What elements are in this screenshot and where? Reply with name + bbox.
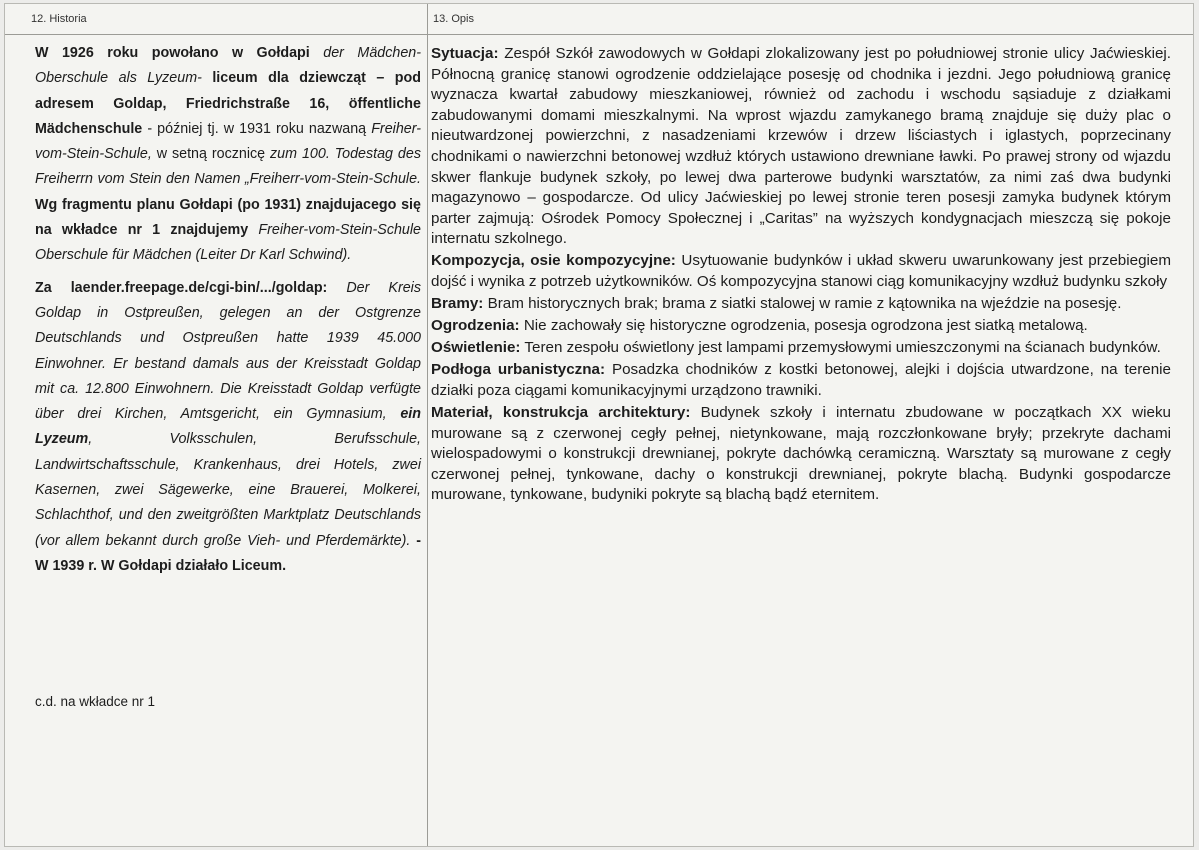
- continuation-note: c.d. na wkładce nr 1: [35, 694, 156, 709]
- text-run: - później tj. w 1931 roku nazwaną: [142, 120, 372, 137]
- text-run: Freiher-vom-Stein-Schule,: [35, 120, 421, 163]
- text-run: Teren zespołu oświetlony jest lampami przemysłowymi umieszczonymi na ścianach budynków.: [520, 339, 1161, 357]
- history-paragraph: [35, 41, 421, 269]
- description-paragraph: [431, 44, 1171, 250]
- description-paragraph: [431, 294, 1171, 315]
- history-paragraph: [35, 276, 421, 580]
- left-column-header: 12. Historia: [31, 13, 87, 25]
- text-run: - W 1939 r. W Gołdapi działało Liceum.: [35, 532, 422, 574]
- text-run: Der Kreis Goldap in Ostpreußen, gelegen an der Ostgrenze Deutschlands und Ostpreußen hatte 1939 45.000 Einwohner. Er bestand damals aus der Kreisstadt Goldap mit ca. 12.800 Einwohnern. Die Kreisstadt Goldap verfügte über drei Kirchen, Amtsgericht, ein Gymnasium,: [35, 279, 421, 423]
- text-run: Bramy:: [431, 295, 484, 313]
- column-divider: [427, 4, 428, 846]
- text-run: , Volksschulen, Berufsschule, Landwirtschaftsschule, Krankenhaus, drei Hotels, zwei Kasernen, zwei Sägewerke, eine Brauerei, Molkerei, Schlachthof, und den zweitgrößten Marktplatz Deutschlands (vor allem bekannt durch große Vieh- und Pferdemärkte).: [35, 431, 421, 549]
- text-run: Nie zachowały się historyczne ogrodzenia, posesja ogrodzona jest siatką metalową.: [519, 317, 1088, 335]
- text-run: W 1926 roku powołano w Gołdapi: [35, 45, 324, 61]
- text-run: der Mädchen-Oberschule als Lyzeum-: [35, 45, 421, 87]
- text-run: Za laender.freepage.de/cgi-bin/.../goldap:: [35, 279, 328, 296]
- text-run: Usytuowanie budynków i układ skweru uwarunkowany jest przebiegiem dojść i wynika z potrzeb użytkowników. Oś kompozycyjna stanowi ciąg komunikacyjny wzdłuż budynku szkoły: [431, 252, 1171, 291]
- header-divider: [5, 34, 1193, 35]
- description-paragraph: [431, 316, 1171, 337]
- text-run: Zespół Szkół zawodowych w Gołdapi zlokalizowany jest po południowej stronie ulicy Jaćwieskiej. Północną granicę stanowi ogrodzenie oddzielające posesję od chodnika i jezdni. Jego południową granicę wyznacza kwartał zabudowy mieszkaniowej, również od zachodu i wschodu sąsiaduje z działkami zabudowanymi domami mieszkalnymi. Na wprost wjazdu zamykanego bramą znajduje się duży plac o nieutwardzonej powierzchni, z nasadzeniami krzewów i drzew liściastych i iglastych, poprzecinany chodnikami o nawierzchni betonowej wzdłuż których ustawiono drewniane ławki. Po prawej strony od wjazdu skwer flankuje budynek szkoły, po lewej dwa parterowe budynki warsztatów, za nimi zaś dwa budynki magazynowo – gospodarcze. Od ulicy Jaćwieskiej po lewej stronie teren posesji zamyka budynek którym parter zajmują: Ośrodek Pomocy Społecznej i „Caritas” na wyższych kondygnacjach mieszczą się pokoje internatu szkolnego.: [431, 45, 1171, 248]
- text-run: Kompozycja, osie kompozycyjne:: [431, 252, 676, 270]
- text-run: w setną rocznicę: [151, 146, 271, 163]
- text-run: liceum dla dziewcząt – pod adresem Goldap, Friedrichstraße 16, öffentliche Mädchenschule: [35, 70, 421, 137]
- history-section: [35, 41, 421, 586]
- text-run: Podłoga urbanistyczna:: [431, 361, 606, 379]
- text-run: Bram historycznych brak; brama z siatki stalowej w ramie z kątownika na wjeździe na posesję.: [483, 295, 1122, 313]
- text-run: Oświetlenie:: [431, 339, 521, 357]
- text-run: Freiher-vom-Stein-Schule Oberschule für Mädchen (Leiter Dr Karl Schwind).: [35, 222, 421, 264]
- text-run: Budynek szkoły i internatu zbudowane w początkach XX wieku murowane są z czerwonej cegły pełnej, nietynkowane, mają rozczłonkowane bryły; przekryte dachami wielospadowymi o konstrukcji drewnianej, pokryte dachówką ceramiczną. Warsztaty są murowane z cegły czerwonej pełnej, tynkowane, dachy o konstrukcji drewnianej, pokryte blachą. Budynki gospodarcze murowane, tynkowane, budyniki pokryte są blachą bądź eternitem.: [431, 404, 1171, 504]
- description-section: [431, 44, 1171, 508]
- text-run: Materiał, konstrukcja architektury:: [431, 404, 691, 422]
- description-paragraph: [431, 360, 1171, 401]
- text-run: Ogrodzenia:: [431, 317, 520, 335]
- description-paragraph: [431, 251, 1171, 292]
- right-column-header: 13. Opis: [433, 13, 474, 25]
- document-page: [4, 3, 1194, 847]
- description-paragraph: [431, 403, 1171, 506]
- text-run: Posadzka chodników z kostki betonowej, alejki i dojścia utwardzone, na terenie działki poza ciągami komunikacyjnymi urządzono trawniki.: [431, 361, 1171, 399]
- text-run: zum 100. Todestag des Freiherrn vom Stein den Namen „Freiherr-vom-Stein-Schule.: [35, 146, 421, 188]
- text-run: Wg fragmentu planu Gołdapi (po 1931) znajdujacego się na wkładce nr 1 znajdujemy: [35, 196, 421, 239]
- description-paragraph: [431, 338, 1171, 359]
- text-run: ein Lyzeum: [35, 406, 421, 448]
- text-run: Sytuacja:: [431, 45, 499, 62]
